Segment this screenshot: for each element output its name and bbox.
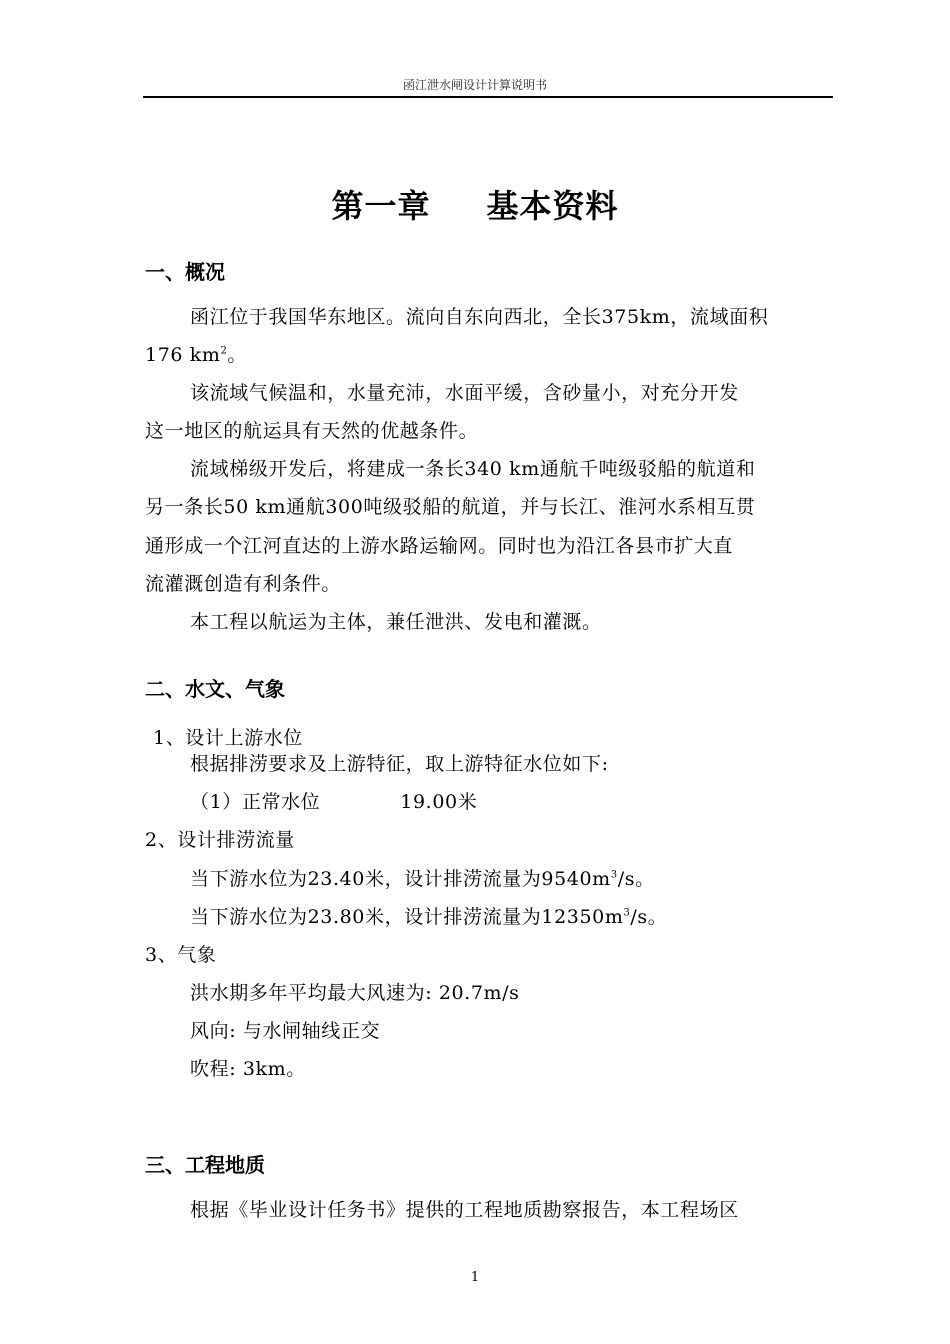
paragraph-line: 另一条长50 km通航300吨级驳船的航道，并与长江、淮河水系相互贯 (145, 496, 756, 518)
list-item-title: 1、设计上游水位 (153, 727, 303, 749)
list-item-title: 2、设计排涝流量 (145, 829, 295, 851)
section-heading-hydrology: 二、水文、气象 (145, 677, 285, 701)
paragraph-line: 流域梯级开发后，将建成一条长340 km通航千吨级驳船的航道和 (190, 458, 756, 480)
paragraph-line: 流灌溉创造有利条件。 (145, 573, 342, 595)
paragraph-line: 根据《毕业设计任务书》提供的工程地质勘察报告，本工程场区 (190, 1199, 739, 1221)
paragraph-line: 函江位于我国华东地区。流向自东向西北，全长375km，流域面积 (190, 306, 769, 328)
water-level-row (190, 789, 477, 815)
list-item-title: 3、气象 (145, 944, 217, 966)
chapter-number: 第一章 (331, 187, 431, 225)
header-rule (143, 96, 833, 98)
paragraph-line: 这一地区的航运具有天然的优越条件。 (145, 420, 479, 442)
paragraph-line: 通形成一个江河直达的上游水路运输网。同时也为沿江各县市扩大直 (145, 535, 734, 557)
paragraph-line: 吹程: 3km。 (190, 1058, 306, 1080)
page-number: 1 (470, 1270, 480, 1285)
paragraph-line: 风向: 与水闸轴线正交 (190, 1020, 381, 1042)
paragraph-line: 洪水期多年平均最大风速为: 20.7m/s (190, 982, 520, 1004)
section-heading-geology: 三、工程地质 (145, 1153, 265, 1177)
paragraph-line: 当下游水位为23.40米，设计排涝流量为$9540m^3/s$。 (190, 868, 655, 890)
paragraph-line: 176 $km^2$。 (145, 344, 248, 366)
section-heading-overview: 一、概况 (145, 260, 225, 284)
chapter-title (0, 184, 950, 228)
paragraph-line: 该流域气候温和，水量充沛，水面平缓，含砂量小，对充分开发 (190, 382, 739, 404)
chapter-name: 基本资料 (486, 187, 619, 225)
water-level-label: （1）正常水位 (190, 791, 321, 813)
paragraph-line: 根据排涝要求及上游特征，取上游特征水位如下: (190, 753, 609, 775)
paragraph-line: 当下游水位为23.80米，设计排涝流量为$12350m^3/s$。 (190, 906, 668, 928)
water-level-value: 19.00米 (400, 791, 478, 813)
paragraph-line: 本工程以航运为主体，兼任泄洪、发电和灌溉。 (190, 611, 602, 633)
running-header: 函江泄水闸设计计算说明书 (402, 78, 547, 92)
